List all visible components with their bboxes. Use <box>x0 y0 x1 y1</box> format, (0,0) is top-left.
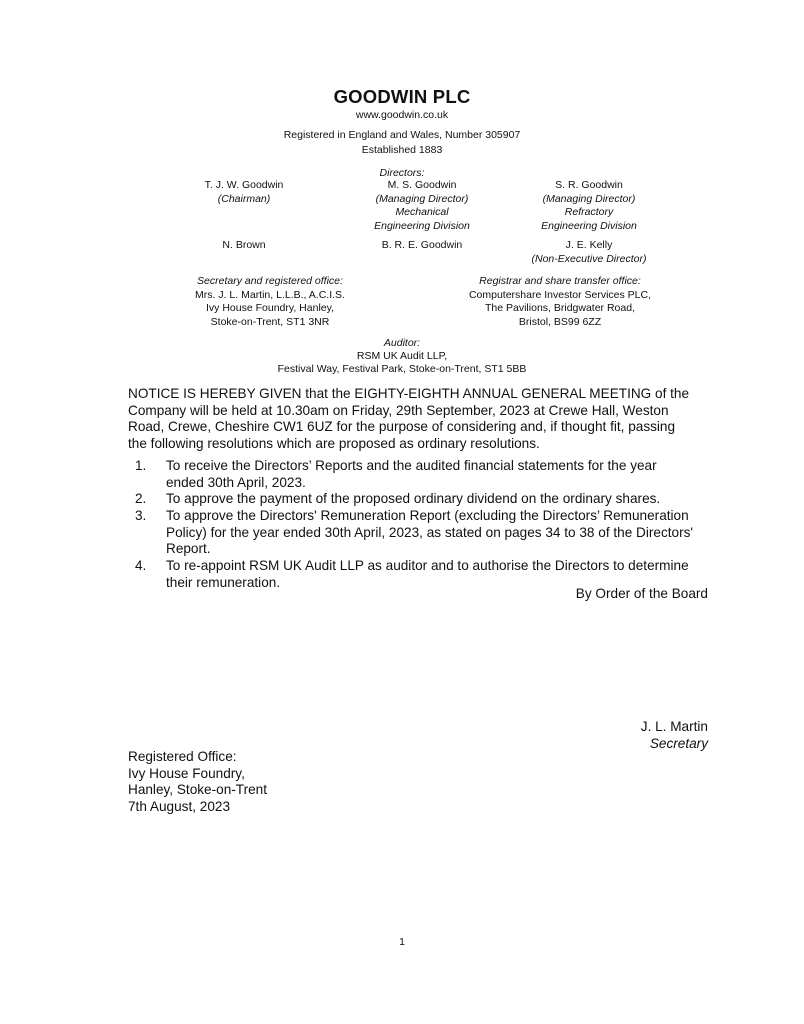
resolution-number: 1. <box>135 458 147 473</box>
secretary-line: Ivy House Foundry, Hanley, <box>206 302 334 314</box>
notice-paragraph <box>128 386 708 452</box>
resolution-text: Report. <box>166 541 211 556</box>
director-name: N. Brown <box>222 239 266 251</box>
signatory-title: Secretary <box>649 736 708 751</box>
director-role: (Non-Executive Director) <box>531 252 647 265</box>
director-role: (Managing Director) <box>375 192 469 205</box>
established-line: Established 1883 <box>361 144 443 156</box>
director-n-brown <box>144 239 344 253</box>
director-division: Refractory <box>564 206 614 218</box>
notice-line: Company will be held at 10.30am on Friday, 29th September, 2023 at Crewe Hall, Weston <box>128 402 669 418</box>
director-name: B. R. E. Goodwin <box>381 239 463 251</box>
by-order-of-board: By Order of the Board <box>575 586 708 601</box>
resolution-text: ended 30th April, 2023. <box>166 474 306 490</box>
registrar-heading: Registrar and share transfer office: <box>479 275 641 287</box>
company-name: GOODWIN PLC <box>333 86 471 107</box>
company-website[interactable]: www.goodwin.co.uk <box>355 109 449 121</box>
registrar-line: Computershare Investor Services PLC, <box>468 288 652 301</box>
director-division: Engineering Division <box>541 219 637 232</box>
registered-office-line: Hanley, Stoke-on-Trent <box>128 782 268 797</box>
resolution-number: 4. <box>135 558 147 573</box>
auditor-line: Festival Way, Festival Park, Stoke-on-Trent, ST1 5BB <box>277 363 527 375</box>
notice-line: the following resolutions which are proposed as ordinary resolutions. <box>128 435 540 451</box>
secretary-heading: Secretary and registered office: <box>197 275 343 287</box>
secretary-office-block <box>150 275 390 329</box>
director-name: M. S. Goodwin <box>387 179 457 191</box>
resolution-text: To approve the Directors' Remuneration Report (excluding the Directors’ Remuneration <box>166 508 689 523</box>
registrar-line: The Pavilions, Bridgwater Road, <box>485 302 635 314</box>
registered-office-line: Ivy House Foundry, <box>128 765 245 781</box>
resolution-number: 3. <box>135 508 147 523</box>
registered-office-heading: Registered Office: <box>128 749 237 764</box>
resolution-text: their remuneration. <box>166 574 281 590</box>
director-sr-goodwin <box>489 179 689 233</box>
resolution-text: To receive the Directors’ Reports and the audited financial statements for the year <box>166 458 657 473</box>
registration-line: Registered in England and Wales, Number 305907 <box>283 129 521 141</box>
directors-heading: Directors: <box>379 167 425 179</box>
director-name: J. E. Kelly <box>565 239 613 251</box>
secretary-line: Mrs. J. L. Martin, L.L.B., A.C.I.S. <box>195 288 345 301</box>
notice-line: NOTICE IS HEREBY GIVEN that the EIGHTY-EIGHTH ANNUAL GENERAL MEETING of the <box>128 386 690 401</box>
director-division: Engineering Division <box>374 219 470 232</box>
resolution-text: Policy) for the year ended 30th April, 2023, as stated on pages 34 to 38 of the Directors' <box>166 524 694 540</box>
secretary-line: Stoke-on-Trent, ST1 3NR <box>210 315 330 328</box>
registered-office-block <box>128 749 267 815</box>
director-name: T. J. W. Goodwin <box>204 179 284 191</box>
signatory-name: J. L. Martin <box>640 719 708 734</box>
director-role: (Managing Director) <box>542 192 636 205</box>
director-division: Mechanical <box>395 206 449 218</box>
resolution-text: To re-appoint RSM UK Audit LLP as auditor and to authorise the Directors to determine <box>166 558 689 573</box>
director-name: S. R. Goodwin <box>555 179 623 191</box>
page-number: 1 <box>399 936 405 948</box>
notice-line: Road, Crewe, Cheshire CW1 6UZ for the purpose of considering and, if thought fit, passing <box>128 419 676 434</box>
auditor-heading: Auditor: <box>383 337 421 349</box>
notice-date: 7th August, 2023 <box>128 798 231 814</box>
resolution-text: To approve the payment of the proposed ordinary dividend on the ordinary shares. <box>166 491 661 506</box>
director-tjw-goodwin <box>144 179 344 206</box>
registrar-line: Bristol, BS99 6ZZ <box>518 315 602 328</box>
director-role: (Chairman) <box>217 192 271 205</box>
director-je-kelly <box>489 239 689 266</box>
auditor-line: RSM UK Audit LLP, <box>356 350 448 362</box>
resolution-number: 2. <box>135 491 147 506</box>
registrar-office-block <box>440 275 680 329</box>
